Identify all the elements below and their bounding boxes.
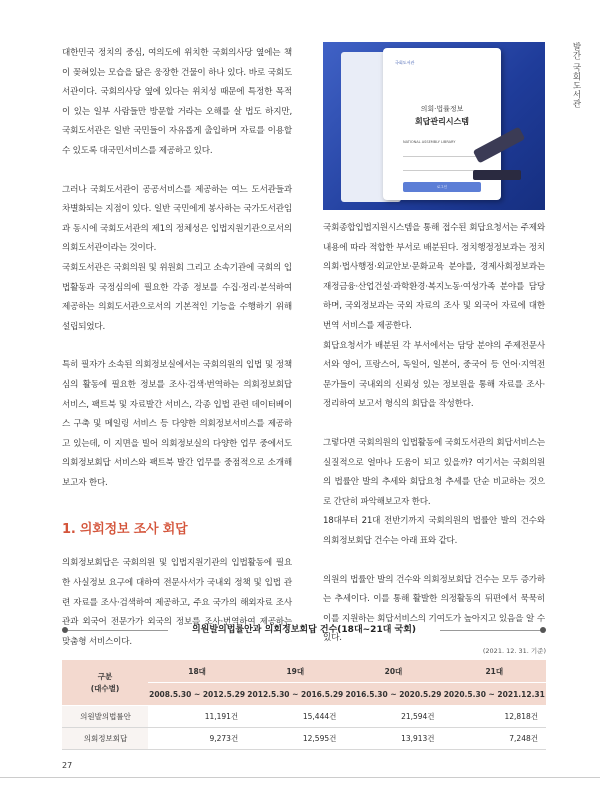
login-button: 로그인 <box>403 182 481 192</box>
paragraph: 의회정보회답은 국회의원 및 입법지원기관의 입법활동에 필요한 사실정보 요구에 대하여 전문사서가 국내외 정책 및 입법 관련 자료를 조사·검색하여 제공하고, 주요 국가의 해외자료 조사관과 외국어 전문가가 외국의 정보를 조사·번역하여 제공하는 맞춤형 서비스이다. <box>62 558 292 647</box>
column-period: 2020.5.30 ~ 2021.12.31 <box>443 683 546 706</box>
table-cell: 7,248건 <box>443 728 546 750</box>
library-logo: 국회도서관 <box>395 60 415 65</box>
column-period: 2008.5.30 ~ 2012.5.29 <box>148 683 246 706</box>
row-label: 의원발의법률안 <box>62 706 148 728</box>
table-cell: 15,444건 <box>246 706 344 728</box>
table-row <box>62 728 546 750</box>
footer-divider <box>0 777 600 778</box>
column-header: 18대 <box>148 660 246 683</box>
section-heading: 1. 의회정보 조사 회답 <box>62 522 188 538</box>
table-row <box>62 706 546 728</box>
bullet-dot-icon <box>540 627 546 633</box>
column-period: 2012.5.30 ~ 2016.5.29 <box>246 683 344 706</box>
left-column <box>62 44 292 652</box>
paragraph: 그렇다면 국회의원의 입법활동에 국회도서관의 회답서비스는 실질적으로 얼마나 도움이 되고 있을까? 여기서는 국회의원의 법률안 발의 추세와 회답요청 추세를 단순 비교하는 것으로 간단히 파악해보고자 한다. <box>323 437 545 507</box>
table-title: 의원발의법률안과 의회정보회답 건수(18대~21대 국회) <box>191 625 417 635</box>
corner-sublabel: (대수별) <box>90 683 120 693</box>
divider <box>440 630 540 631</box>
id-field <box>403 148 481 157</box>
screen-title-line2: 회답관리시스템 <box>414 117 470 126</box>
table-cell: 12,818건 <box>443 706 546 728</box>
paragraph: 국회도서관은 국회의원 및 위원회 그리고 소속기관에 국회의 입법활동과 국정심의에 필요한 각종 정보를 수집·정리·분석하여 제공하는 의회도서관으로서의 기본적인 기능을 수행하기 위해 설립되었다. <box>62 262 292 332</box>
paragraph: 의원의 법률안 발의 건수와 의회정보회답 건수는 모두 증가하는 추세이다. 이를 통해 활발한 의정활동의 뒤편에서 묵묵히 이를 지원하는 회답서비스의 기여도가 높아지고 있음을 알 수 있다. <box>323 574 545 644</box>
column-header: 20대 <box>344 660 442 683</box>
statistics-table <box>62 660 546 750</box>
column-header: 19대 <box>246 660 344 683</box>
system-screenshot-photo <box>323 42 545 210</box>
paragraph: 대한민국 정치의 중심, 여의도에 위치한 국회의사당 옆에는 책이 꽂혀있는 모습을 닮은 웅장한 건물이 하나 있다. 바로 국회도서관이다. 국회의사당 옆에 있다는 위치성 때문에 특정한 목적이 있는 일부 사람들만 방문할 거라는 오해를 살 법도 하지만, 국회도서관은 일반 국민들이 자유롭게 출입하며 자료를 이용할 수 있도록 대국민서비스를 제공하고 있다. <box>62 48 292 156</box>
library-name: NATIONAL ASSEMBLY LIBRARY <box>403 140 456 144</box>
paragraph: 특히 필자가 소속된 의회정보실에서는 국회의원의 입법 및 정책심의 활동에 필요한 정보를 조사·검색·번역하는 의회정보회답 서비스, 팩트북 및 자료발간 서비스, 각종 입법 관련 데이터베이스 구축 및 메일링 서비스 등 다양한 의회정보서비스를 제공하고 있는데, 이 지면을 빌어 의회정보실의 다양한 업무 중에서도 의회정보회답 서비스와 팩트북 발간 업무를 중점적으로 소개해보고자 한다. <box>62 360 292 488</box>
paragraph: 그러나 국회도서관이 공공서비스를 제공하는 여느 도서관들과 차별화되는 지점이 있다. 일반 국민에게 봉사하는 국가도서관임과 동시에 국회도서관의 제1의 정체성은 입법지원기관으로서의 의회도서관이라는 것이다. <box>62 184 292 254</box>
table-cell: 11,191건 <box>148 706 246 728</box>
side-section-label: 발간 국회도서관 <box>571 42 581 109</box>
table-corner-header <box>62 660 148 706</box>
table-note: (2021. 12. 31. 기준) <box>482 647 546 655</box>
table-cell: 21,594건 <box>344 706 442 728</box>
screen-title-line1: 의회·법률정보 <box>420 105 464 113</box>
table-cell: 13,913건 <box>344 728 442 750</box>
paragraph: 18대부터 21대 전반기까지 국회의원의 법률안 발의 건수와 의회정보회답 건수는 아래 표와 같다. <box>323 516 545 546</box>
column-header: 21대 <box>443 660 546 683</box>
gavel-base-icon <box>473 170 521 180</box>
corner-label: 구분 <box>97 671 113 681</box>
right-column <box>323 219 545 649</box>
table-cell: 9,273건 <box>148 728 246 750</box>
paragraph: 국회종합입법지원시스템을 통해 접수된 회답요청서는 주제와 내용에 따라 적합한 부서로 배분된다. 정치행정정보과는 정치의회·법사행정·외교안보·문화교육 분야를, 경제사회정보과는 재정금융·산업건설·과학환경·복지노동·여성가족 분야를 담당하며, 국외정보과는 국외 자료의 조사 및 외국어 자료에 대한 번역 서비스를 제공한다. <box>323 223 545 331</box>
row-label: 의회정보회답 <box>62 728 148 750</box>
paragraph: 회답요청서가 배분된 각 부서에서는 담당 분야의 주제전문사서와 영어, 프랑스어, 독일어, 일본어, 중국어 등 언어·지역전문가들이 국내외의 신뢰성 있는 정보원을 통해 자료를 조사·정리하여 보고서 형식의 회답을 작성한다. <box>323 340 545 410</box>
column-period: 2016.5.30 ~ 2020.5.29 <box>344 683 442 706</box>
password-field <box>403 162 481 171</box>
page-number: 27 <box>62 761 73 770</box>
table-cell: 12,595건 <box>246 728 344 750</box>
